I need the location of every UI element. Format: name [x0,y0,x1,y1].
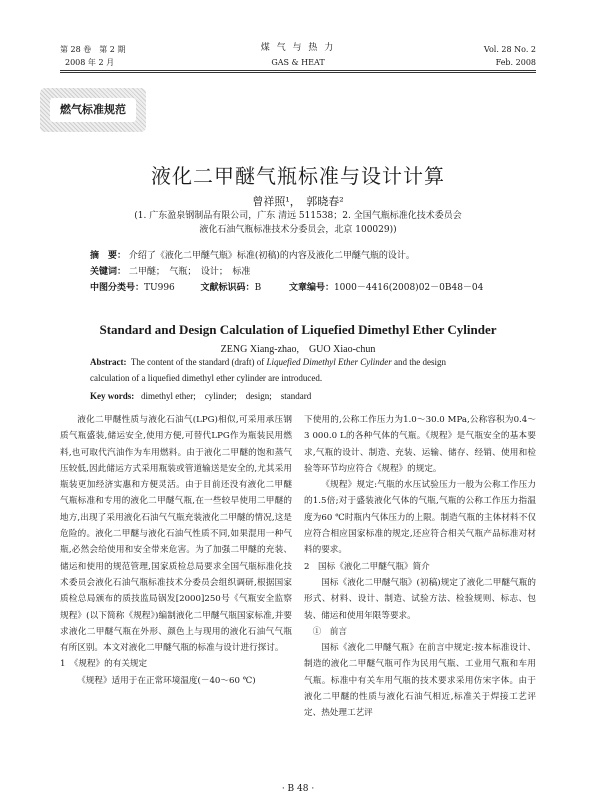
header-journal-cn: 煤 气 与 热 力 [260,43,336,53]
abstract-en-italic: Liquefied Dimethyl Ether Cylinder [266,357,392,367]
abstract-en-label: Abstract: [90,357,127,367]
header-rule [60,70,536,71]
classification-row [90,282,483,294]
keywords-en-text: dimethyl ether; cylinder; design; standard [141,391,312,401]
paper-title: 液化二甲醚气瓶标准与设计计算 [151,164,445,188]
abstract-cn-label: 摘 要： [90,251,127,261]
header-volume-cn: 第 28 卷 第 2 期 [60,45,126,54]
page-number: · B 48 · [281,784,315,794]
keywords-cn-label: 关键词： [90,267,127,277]
right-column [304,412,536,722]
keywords-cn-text: 二甲醚； 气瓶； 设计； 标准 [128,267,251,277]
header-journal-en: GAS & HEAT [271,58,325,67]
doc-code-value: B [254,283,262,293]
abstract-cn-text: 介绍了《液化二甲醚气瓶》标准(初稿)的内容及液化二甲醚气瓶的设计。 [128,251,415,261]
body-paragraph: 液化二甲醚性质与液化石油气(LPG)相似,可采用承压钢质气瓶盛装,储运安全,使用方便,可替代LPG作为瓶装民用燃料,也可取代汽油作为车用燃料。由于液化二甲醚的饱和蒸气压较低,因此储运方式采用瓶装或管道输送是安全的,尤其采用瓶装更加经济实惠和方便灵活。由于目前还没有液化二甲醚气瓶标准和专用的液化二甲醚气瓶,在一些较早使用二甲醚的地方,出现了采用液化石油气气瓶充装液化二甲醚的情况,这是危险的。液化二甲醚与液化石油气性质不同,如果混用一种气瓶,必然会给使用和安全带来危害。为了加强二甲醚的充装、储运和使用的规范管理,国家质检总局要求全国气瓶标准化技术委员会液化石油气瓶标准技术分委员会组织调研,根据国家质检总局颁布的质技监局锅发[2000]250号《气瓶安全监察规程》(以下简称《规程》)编制液化二甲醚气瓶国家标准,并要求液化二甲醚气瓶在外形、颜色上与现用的液化石油气气瓶有所区别。本文对液化二甲醚气瓶的标准与设计进行探讨。 [60,415,292,654]
keywords-cn [90,266,250,278]
body-paragraph: 《规程》适用于在正常环境温度(－40～60 ℃) [77,675,256,686]
abstract-en [90,354,520,386]
abstract-en-text-1: The content of the standard (draft) of [130,357,267,367]
abstract-en-text-2: and the design [391,357,447,367]
keywords-en [90,388,520,404]
body-paragraph: 《规程》规定:气瓶的水压试验压力一般为公称工作压力的1.5倍;对于盛装液化气体的气瓶,气瓶的公称工作压力指温度为60 ℃时瓶内气体压力的上限。制造气瓶的主体材料不仅应符合相应国家标准的规定,还应符合相关气瓶产品标准对材料的要求。 [304,480,536,556]
column-badge [40,88,146,132]
header-volume-en: Vol. 28 No. 2 [483,45,536,54]
body-paragraph: 下使用的,公称工作压力为1.0～30.0 MPa,公称容积为0.4～3 000.0 L的各种气体的气瓶。《规程》是气瓶安全的基本要求,气瓶的设计、制造、充装、运输、储存、经销、使用和检验等环节均应符合《规程》的规定。 [304,415,536,474]
header-rule-thin [60,72,536,73]
clc-label: 中图分类号： [90,283,145,293]
left-column [60,412,292,689]
subsection-heading: ① 前言 [312,626,347,637]
header-date-cn: 2008 年 2 月 [65,58,115,67]
affiliation-line-1: (1. 广东盈泉钢制品有限公司，广东 清远 511538；2. 全国气瓶标准化技术委员会 [134,211,462,221]
column-badge-label: 燃气标准规范 [50,98,136,122]
section-heading-2: 2 国标《液化二甲醚气瓶》简介 [304,561,430,572]
article-no-value: 1000－4416(2008)02－0B48－04 [333,283,484,293]
body-paragraph: 国标《液化二甲醚气瓶》在前言中规定:按本标准设计、制造的液化二甲醚气瓶可作为民用气瓶、工业用气瓶和车用气瓶。标准中有关车用气瓶的技术要求采用仿宋字体。由于液化二甲醚的性质与液化石油气相近,标准关于焊接工艺评定、热处理工艺评 [304,643,536,719]
clc-value: TU996 [144,283,175,293]
header-date-en: Feb. 2008 [495,58,536,67]
affiliation-line-2: 液化石油气瓶标准技术分委员会，北京 100029)) [199,225,397,235]
body-paragraph: 国标《液化二甲醚气瓶》(初稿)规定了液化二甲醚气瓶的形式、材料、设计、制造、试验方法、检验规则、标志、包装、储运和使用年限等要求。 [304,577,536,621]
abstract-en-text-3: calculation of a liquefied dimethyl ether cylinder are introduced. [90,373,323,383]
article-no-label: 文章编号： [288,283,334,293]
section-heading-1: 1 《规程》的有关规定 [60,659,148,670]
abstract-cn [90,250,415,262]
doc-code-label: 文献标识码： [200,283,255,293]
paper-authors-en: ZENG Xiang-zhao, GUO Xiao-chun [220,344,376,355]
paper-title-en: Standard and Design Calculation of Liquefied Dimethyl Ether Cylinder [99,322,497,337]
paper-authors: 曾祥照¹， 郭晓春² [252,195,344,208]
keywords-en-label: Key words: [90,391,135,401]
